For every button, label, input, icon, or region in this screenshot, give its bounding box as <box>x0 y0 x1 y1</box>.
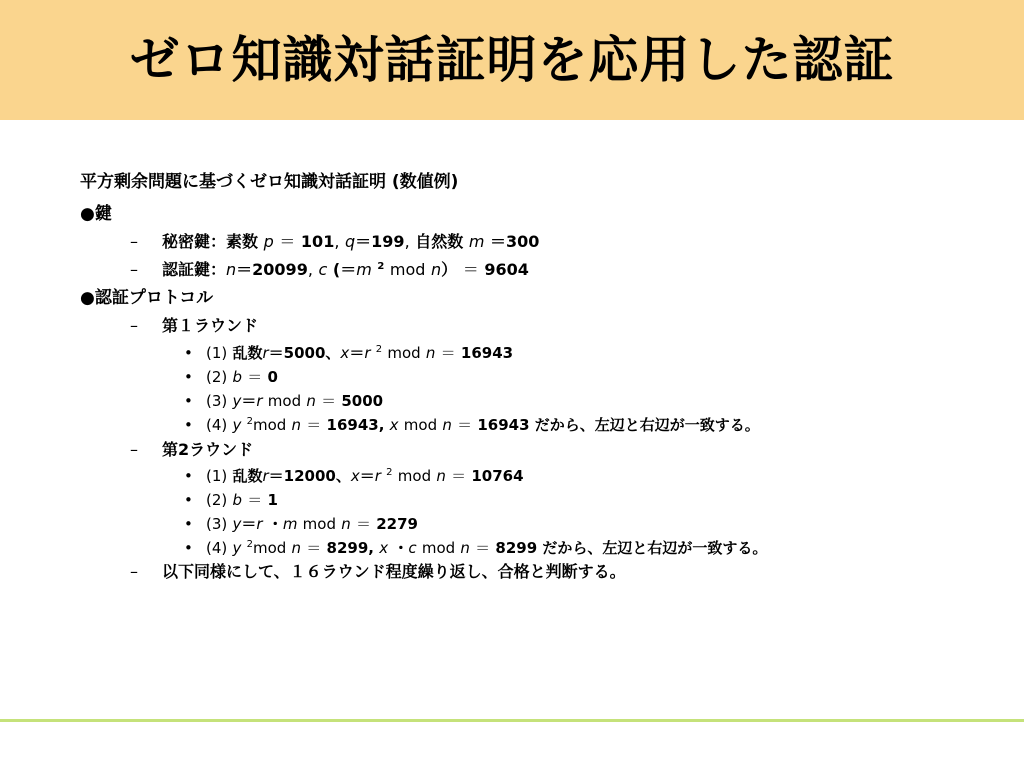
round2-step4: • (4) y $^2$mod n ＝ 8299, x ・c mod n ＝ 8299 だから、左辺と右辺が一致する。 <box>184 539 768 557</box>
round1-step1: • (1) 乱数r＝5000、x＝r $^2$ mod n ＝ 16943 <box>184 344 514 362</box>
public-key-line: – 認証鍵：n＝20099, c (＝m $^2$ mod n） ＝ 9604 <box>130 260 529 279</box>
keys-title: ●鍵 <box>80 204 112 224</box>
round2-title: – 第2ラウンド <box>130 440 254 459</box>
bullet-marker: • <box>184 368 193 386</box>
bullet-marker: • <box>184 467 193 485</box>
round1-title: – 第１ラウンド <box>130 316 259 335</box>
secret-key-line: – 秘密鍵：素数 p ＝ 101, q＝199, 自然数 m ＝300 <box>130 232 540 251</box>
protocol-title: ●認証プロトコル <box>80 288 214 308</box>
bullet-marker: • <box>184 416 193 434</box>
dash-marker: – <box>130 562 138 581</box>
bullet-marker: • <box>184 392 193 410</box>
footer-divider <box>0 719 1024 722</box>
dash-marker: – <box>130 316 138 335</box>
round1-step2: • (2) b ＝ 0 <box>184 368 278 386</box>
bullet-marker: • <box>184 344 193 362</box>
round1-step4: • (4) y $^2$mod n ＝ 16943, x mod n ＝ 16943 だから、左辺と右辺が一致する。 <box>184 416 760 434</box>
round1-step3: • (3) y＝r mod n ＝ 5000 <box>184 392 384 410</box>
title-bar <box>0 0 1024 120</box>
bullet-marker: • <box>184 491 193 509</box>
round2-step3: • (3) y＝r ・m mod n ＝ 2279 <box>184 515 418 533</box>
section-heading: 平方剰余問題に基づくゼロ知識対話証明 (数値例) <box>80 172 459 192</box>
dash-marker: – <box>130 232 138 251</box>
dash-marker: – <box>130 440 138 459</box>
bullet-marker: • <box>184 515 193 533</box>
repeat-line: – 以下同様にして、１６ラウンド程度繰り返し、合格と判断する。 <box>130 562 626 581</box>
round2-step1: • (1) 乱数r＝12000、x＝r $^2$ mod n ＝ 10764 <box>184 467 524 485</box>
slide-title: ゼロ知識対話証明を応用した認証 <box>129 31 895 89</box>
round2-step2: • (2) b ＝ 1 <box>184 491 278 509</box>
dash-marker: – <box>130 260 138 279</box>
bullet-marker: • <box>184 539 193 557</box>
